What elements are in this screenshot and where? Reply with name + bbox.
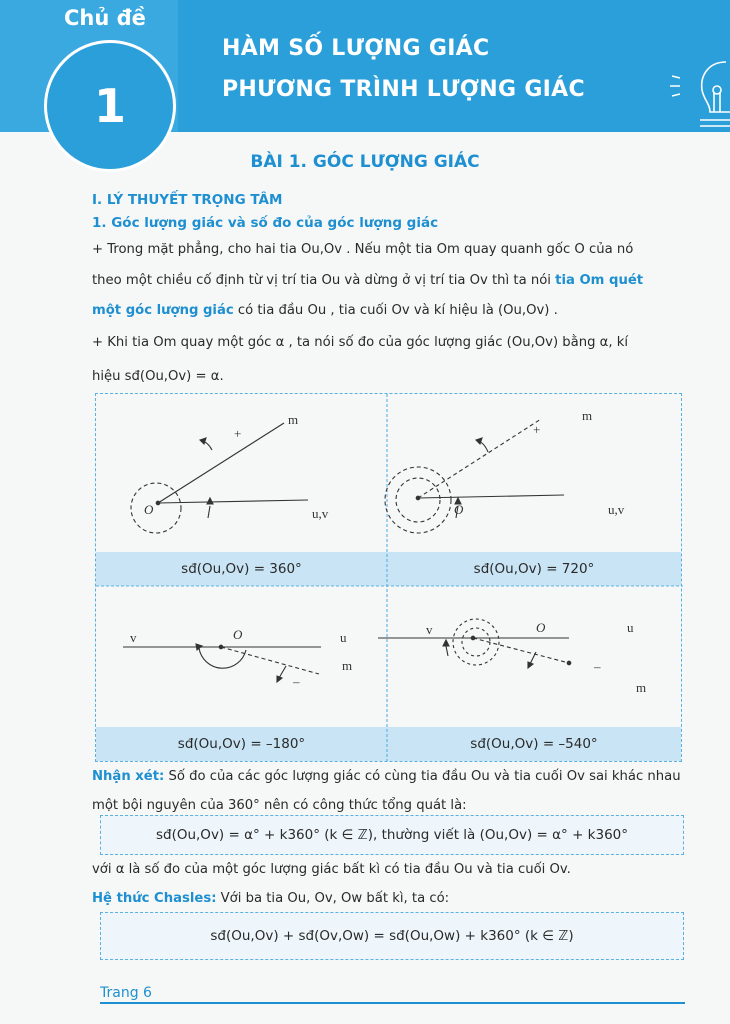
- caption-360: sđ(Ou,Ov) = 360°: [96, 552, 387, 586]
- label-u: u: [340, 630, 347, 645]
- paragraph-line: [92, 303, 558, 318]
- label-v: v: [426, 622, 433, 637]
- footer-divider: [100, 1002, 685, 1004]
- label-m: m: [582, 408, 593, 423]
- label-o: O: [233, 627, 243, 642]
- angle-figures: [95, 393, 682, 762]
- label-u: u: [627, 620, 634, 635]
- text: có tia đầu Ou , tia cuối Ov và kí hiệu là (Ou,Ov) .: [233, 303, 558, 318]
- section-heading: I. LÝ THUYẾT TRỌNG TÂM: [92, 192, 283, 208]
- label-minus: –: [594, 659, 601, 674]
- remark-label: Nhận xét:: [92, 769, 165, 784]
- chasles-line: [92, 891, 449, 906]
- label-plus: +: [234, 426, 242, 441]
- label-uv: u,v: [608, 502, 625, 517]
- chapter-title-line1: HÀM SỐ LƯỢNG GIÁC: [222, 36, 490, 61]
- text: theo một chiều cố định từ vị trí tia Ou và dừng ở vị trí tia Ov thì ta nói: [92, 273, 556, 288]
- chapter-number: 1: [44, 40, 176, 172]
- label-v: v: [130, 630, 137, 645]
- remark-line: một bội nguyên của 360° nên có công thức tổng quát là:: [92, 798, 467, 813]
- chapter-title-line2: PHƯƠNG TRÌNH LƯỢNG GIÁC: [222, 77, 585, 102]
- subsection-heading: 1. Góc lượng giác và số đo của góc lượng giác: [92, 215, 439, 231]
- caption-720: sđ(Ou,Ov) = 720°: [387, 552, 681, 586]
- caption-neg180: sđ(Ou,Ov) = –180°: [96, 727, 387, 761]
- remark-line: với α là số đo của một góc lượng giác bất kì có tia đầu Ou và tia cuối Ov.: [92, 862, 571, 877]
- label-o: O: [536, 620, 546, 635]
- label-minus: –: [293, 674, 300, 689]
- label-m: m: [636, 680, 647, 695]
- paragraph-line: + Trong mặt phẳng, cho hai tia Ou,Ov . Nếu một tia Om quay quanh gốc O của nó: [92, 242, 634, 257]
- lesson-title: BÀI 1. GÓC LƯỢNG GIÁC: [250, 152, 480, 172]
- highlight-text: tia Om quét: [555, 273, 644, 288]
- label-uv: u,v: [312, 506, 329, 521]
- general-formula-box: sđ(Ou,Ov) = α° + k360° (k ∈ ℤ), thường viết là (Ou,Ov) = α° + k360°: [100, 815, 684, 855]
- chapter-label: Chủ đề: [64, 6, 146, 30]
- label-m: m: [342, 658, 353, 673]
- paragraph-line: + Khi tia Om quay một góc α , ta nói số đo của góc lượng giác (Ou,Ov) bằng α, kí: [92, 335, 629, 350]
- label-plus: +: [533, 422, 541, 437]
- chasles-label: Hệ thức Chasles:: [92, 891, 217, 906]
- chasles-formula-box: sđ(Ou,Ov) + sđ(Ov,Ow) = sđ(Ou,Ow) + k360° (k ∈ ℤ): [100, 912, 684, 960]
- label-o: O: [454, 502, 464, 517]
- paragraph-line: hiệu sđ(Ou,Ov) = α.: [92, 369, 224, 384]
- paragraph-line: [92, 273, 643, 288]
- diagram-360: [131, 423, 308, 533]
- caption-neg540: sđ(Ou,Ov) = –540°: [387, 727, 681, 761]
- text: Với ba tia Ou, Ov, Ow bất kì, ta có:: [216, 891, 450, 906]
- diagram-neg180: [123, 644, 321, 682]
- remark-line: [92, 769, 681, 784]
- label-m: m: [288, 412, 299, 427]
- page-number: Trang 6: [100, 985, 152, 1001]
- highlight-text: một góc lượng giác: [92, 303, 234, 318]
- angle-diagrams: [96, 394, 683, 763]
- text: Số đo của các góc lượng giác có cùng tia đầu Ou và tia cuối Ov sai khác nhau: [164, 769, 681, 784]
- label-o: O: [144, 502, 154, 517]
- lightbulb-icon: [668, 52, 730, 132]
